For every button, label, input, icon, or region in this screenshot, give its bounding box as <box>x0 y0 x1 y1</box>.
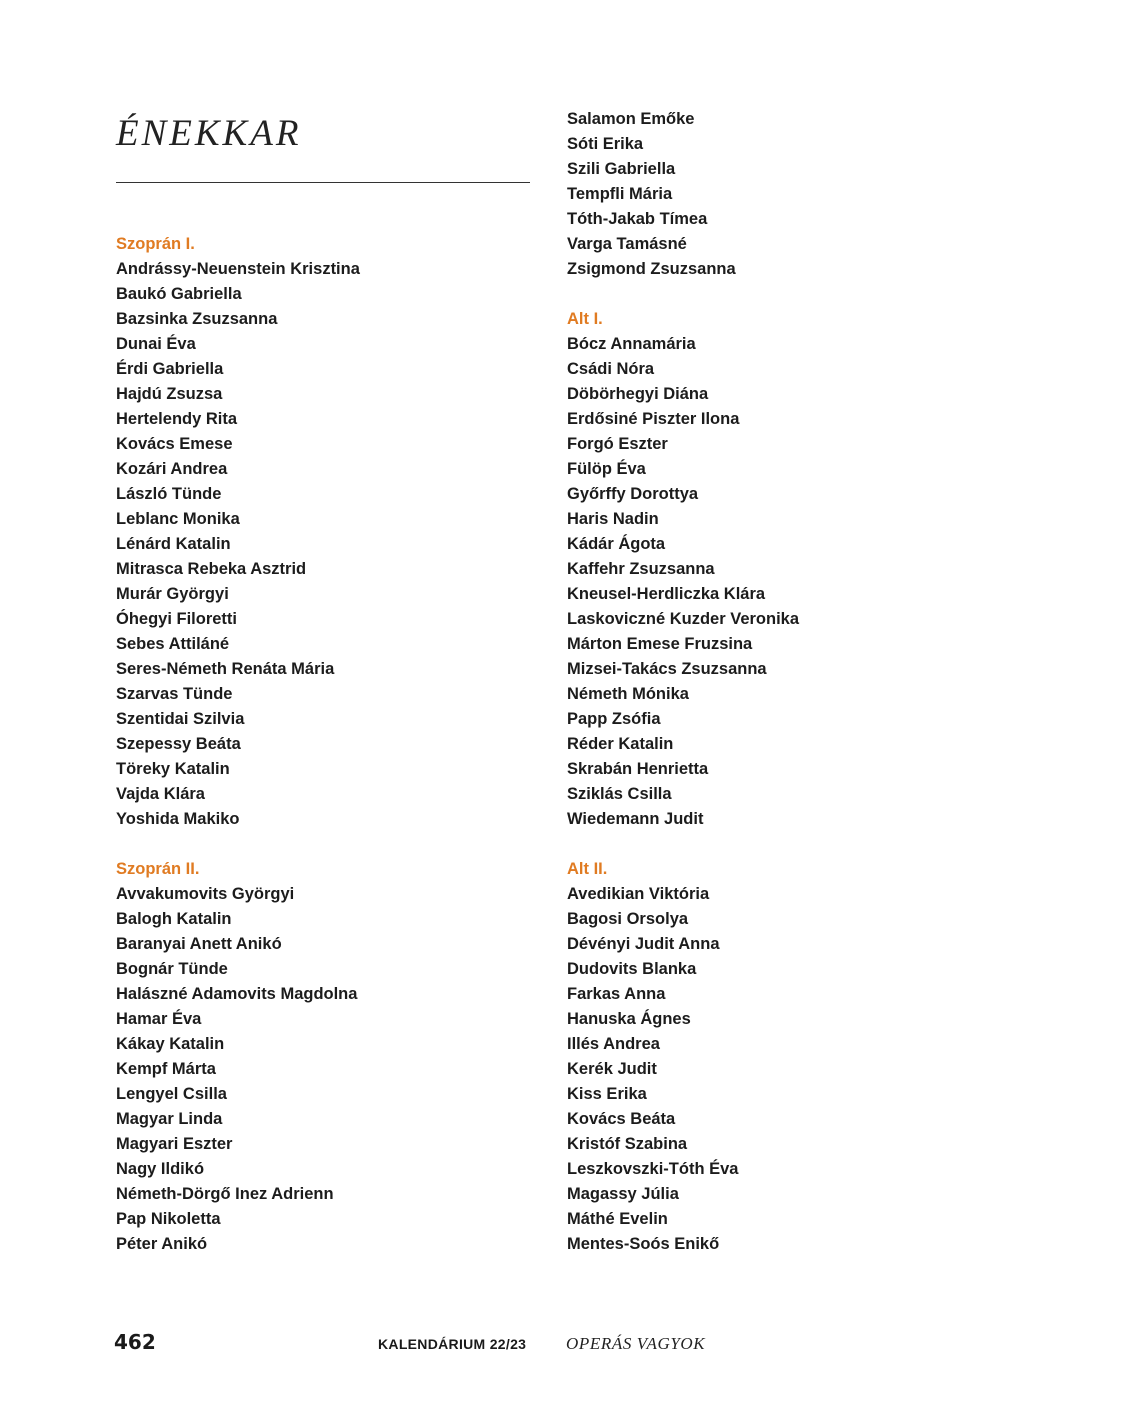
section-heading: Alt II. <box>567 860 608 878</box>
member-name: Szentidai Szilvia <box>116 710 245 728</box>
member-list <box>116 257 546 832</box>
publication-name: KALENDÁRIUM 22/23 <box>378 1336 527 1352</box>
member-list <box>567 332 997 832</box>
member-name: Bazsinka Zsuzsanna <box>116 310 278 328</box>
section-heading: Alt I. <box>567 310 603 328</box>
member-name: Farkas Anna <box>567 985 666 1003</box>
member-name: Kaffehr Zsuzsanna <box>567 560 715 578</box>
right-column <box>567 107 997 1282</box>
member-name: Baukó Gabriella <box>116 285 242 303</box>
member-name: Óhegyi Filoretti <box>116 610 238 628</box>
member-name: Avvakumovits Györgyi <box>116 885 295 903</box>
member-name: Vajda Klára <box>116 785 205 803</box>
member-name: Dudovits Blanka <box>567 960 697 978</box>
member-name: Fülöp Éva <box>567 460 646 478</box>
member-name: Hamar Éva <box>116 1010 202 1028</box>
member-name: Kovács Emese <box>116 435 233 453</box>
member-name: Avedikian Viktória <box>567 885 710 903</box>
member-list <box>567 107 997 282</box>
member-name: Zsigmond Zsuzsanna <box>567 260 736 278</box>
member-name: Leblanc Monika <box>116 510 240 528</box>
voice-section <box>567 857 997 1257</box>
member-name: Hanuska Ágnes <box>567 1010 691 1028</box>
member-name: Magyar Linda <box>116 1110 223 1128</box>
member-name: Kristóf Szabina <box>567 1135 688 1153</box>
member-name: Kneusel-Herdliczka Klára <box>567 585 766 603</box>
member-name: Bognár Tünde <box>116 960 228 978</box>
member-name: Murár Györgyi <box>116 585 229 603</box>
member-name: Mitrasca Rebeka Asztrid <box>116 560 307 578</box>
member-name: Bócz Annamária <box>567 335 696 353</box>
member-name: Kákay Katalin <box>116 1035 225 1053</box>
section-heading: Szoprán I. <box>116 235 195 253</box>
member-name: Szarvas Tünde <box>116 685 233 703</box>
member-name: Lénárd Katalin <box>116 535 231 553</box>
member-name: Haris Nadin <box>567 510 659 528</box>
member-name: Nagy Ildikó <box>116 1160 205 1178</box>
member-name: Kerék Judit <box>567 1060 657 1078</box>
member-name: Máthé Evelin <box>567 1210 668 1228</box>
member-name: Bagosi Orsolya <box>567 910 689 928</box>
member-name: Andrássy-Neuenstein Krisztina <box>116 260 360 278</box>
voice-section <box>567 307 997 832</box>
member-name: Magassy Júlia <box>567 1185 679 1203</box>
member-name: Szepessy Beáta <box>116 735 241 753</box>
member-name: Kovács Beáta <box>567 1110 676 1128</box>
member-name: Laskoviczné Kuzder Veronika <box>567 610 800 628</box>
member-name: Illés Andrea <box>567 1035 660 1053</box>
member-name: Kozári Andrea <box>116 460 228 478</box>
member-name: Halászné Adamovits Magdolna <box>116 985 358 1003</box>
member-name: Pap Nikoletta <box>116 1210 221 1228</box>
member-name: Skrabán Henrietta <box>567 760 709 778</box>
member-name: Érdi Gabriella <box>116 360 224 378</box>
member-name: Varga Tamásné <box>567 235 687 253</box>
member-name: Győrffy Dorottya <box>567 485 699 503</box>
member-name: Döbörhegyi Diána <box>567 385 709 403</box>
member-name: Réder Katalin <box>567 735 674 753</box>
page-title: ÉNEKKAR <box>116 113 302 154</box>
voice-section <box>116 232 546 832</box>
title-divider <box>116 182 530 183</box>
member-name: Töreky Katalin <box>116 760 230 778</box>
member-name: Balogh Katalin <box>116 910 232 928</box>
left-column <box>116 232 546 1282</box>
member-name: Csádi Nóra <box>567 360 655 378</box>
member-name: László Tünde <box>116 485 222 503</box>
member-name: Dévényi Judit Anna <box>567 935 720 953</box>
member-name: Magyari Eszter <box>116 1135 233 1153</box>
member-list <box>567 882 997 1257</box>
member-name: Sziklás Csilla <box>567 785 672 803</box>
member-name: Kempf Márta <box>116 1060 216 1078</box>
member-name: Szili Gabriella <box>567 160 676 178</box>
publication-tagline: OPERÁS VAGYOK <box>566 1334 706 1353</box>
member-name: Leszkovszki-Tóth Éva <box>567 1160 739 1178</box>
member-name: Sóti Erika <box>567 135 644 153</box>
member-name: Kádár Ágota <box>567 535 666 553</box>
member-name: Márton Emese Fruzsina <box>567 635 753 653</box>
member-name: Mizsei-Takács Zsuzsanna <box>567 660 767 678</box>
member-name: Hajdú Zsuzsa <box>116 385 223 403</box>
member-name: Dunai Éva <box>116 335 196 353</box>
member-name: Tóth-Jakab Tímea <box>567 210 708 228</box>
member-name: Péter Anikó <box>116 1235 208 1253</box>
voice-section <box>567 107 997 282</box>
member-name: Kiss Erika <box>567 1085 647 1103</box>
member-name: Sebes Attiláné <box>116 635 230 653</box>
member-name: Tempfli Mária <box>567 185 673 203</box>
member-name: Erdősiné Piszter Ilona <box>567 410 740 428</box>
member-name: Hertelendy Rita <box>116 410 238 428</box>
member-name: Yoshida Makiko <box>116 810 240 828</box>
voice-section <box>116 857 546 1257</box>
member-name: Mentes-Soós Enikő <box>567 1235 720 1253</box>
member-name: Lengyel Csilla <box>116 1085 227 1103</box>
member-name: Papp Zsófia <box>567 710 661 728</box>
member-name: Salamon Emőke <box>567 110 695 128</box>
section-heading: Szoprán II. <box>116 860 200 878</box>
member-name: Wiedemann Judit <box>567 810 704 828</box>
member-name: Seres-Németh Renáta Mária <box>116 660 335 678</box>
member-name: Forgó Eszter <box>567 435 668 453</box>
member-list <box>116 882 546 1257</box>
member-name: Németh-Dörgő Inez Adrienn <box>116 1185 334 1203</box>
member-name: Baranyai Anett Anikó <box>116 935 282 953</box>
member-name: Németh Mónika <box>567 685 689 703</box>
page-number: 462 <box>114 1330 156 1354</box>
